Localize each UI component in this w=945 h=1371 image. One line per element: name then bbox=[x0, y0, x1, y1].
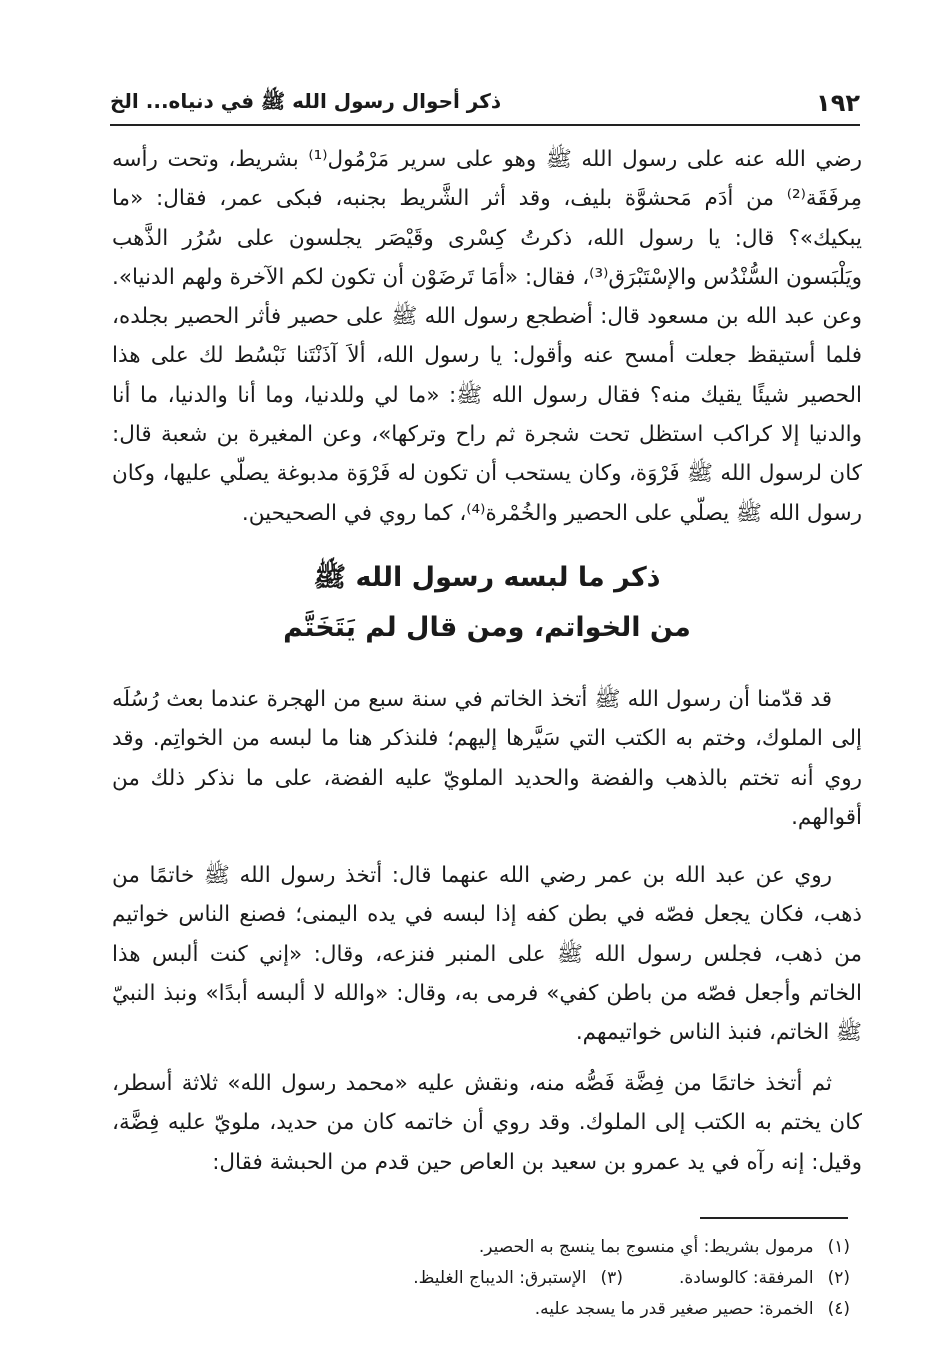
footnote-number: (٤) bbox=[827, 1299, 850, 1319]
footnote-text: مرمول بشريط: أي منسوج بما ينسج به الحصير. bbox=[478, 1237, 814, 1257]
footnote-line bbox=[112, 1294, 850, 1325]
footnote-line bbox=[112, 1232, 850, 1263]
footnote-3 bbox=[413, 1263, 623, 1294]
footnote-1 bbox=[479, 1232, 850, 1263]
footnote-text: المرفقة: كالوسادة. bbox=[678, 1268, 814, 1288]
paragraph-3: روي عن عبد الله بن عمر رضي الله عنهما قال: أتخذ رسول الله ﷺ خاتمًا من ذهب، فكان يجعل فصّه في بطن كفه إذا لبسه في يده اليمنى؛ فصنع الناس خواتيم من ذهب، فجلس رسول الله ﷺ على المنبر فنزعه، وقال: «إني كنت ألبس هذا الخاتم وأجعل فصّه من باطن كفي» فرمى به، وقال: «والله لا ألبسه أبدًا» ونبذ النبيّ ﷺ الخاتم، فنبذ الناس خواتيمهم. bbox=[112, 863, 862, 1046]
footnote-line bbox=[112, 1263, 850, 1294]
footnote-separator bbox=[700, 1217, 848, 1219]
page-header bbox=[110, 82, 860, 126]
footnote-number: (٢) bbox=[827, 1268, 850, 1288]
footnote-text: الإستبرق: الديباج الغليظ. bbox=[413, 1268, 587, 1288]
footnote-2 bbox=[679, 1263, 850, 1294]
footnote-number: (٣) bbox=[600, 1268, 623, 1288]
page-number: ١٩٢ bbox=[816, 89, 860, 117]
paragraph-4: ثم أتخذ خاتمًا من فِضَّة فَصُّه منه، ونقش عليه «محمد رسول الله» ثلاثة أسطر، كان يختم به الكتب إلى الملوك. وقد روي أن خاتمه كان من حديد، ملويّ عليه فِضَّة، وقيل: إنه رآه في يد عمرو بن سعيد بن العاص حين قدم من الحبشة فقال: bbox=[112, 1071, 862, 1175]
footnotes bbox=[112, 1232, 850, 1325]
section-heading-line1: ذكر ما لبسه رسول الله ﷺ bbox=[313, 562, 661, 593]
paragraph-2: قد قدّمنا أن رسول الله ﷺ أتخذ الخاتم في سنة سبع من الهجرة عندما بعث رُسُلَه إلى الملوك، وختم به الكتب التي سَيَّرها إليهم؛ فلنذكر هنا ما لبسه من الخواتِم. وقد روي أنه تختم بالذهب والفضة والحديد الملويّ عليه الفضة، على ما نذكر ذلك من أقوالهم. bbox=[112, 687, 862, 830]
running-title: ذكر أحوال رسول الله ﷺ في دنياه... الخ bbox=[110, 88, 502, 113]
footnote-text: الخمرة: حصير صغير قدر ما يسجد عليه. bbox=[534, 1299, 814, 1319]
footnote-4 bbox=[535, 1294, 850, 1325]
section-heading-line2: من الخواتم، ومن قال لم يَتَخَتَّم bbox=[283, 612, 691, 643]
footnote-number: (١) bbox=[827, 1237, 850, 1257]
paragraph-1: رضي الله عنه على رسول الله ﷺ وهو على سرير مَرْمُول⁽¹⁾ بشريط، وتحت رأسه مِرفَقَة⁽²⁾ من أدَم مَحشوَّة بليف، وقد أثر الشَّريط بجنبه، فبكى عمر، فقال: «ما يبكيك»؟ قال: يا رسول الله، ذكرتُ كِسْرى وقَيْصَر يجلسون على سُرُر الذَّهب ويَلْبَسون السُّنْدُس والإسْتَبْرَق⁽³⁾، فقال: «أمَا تَرضَوْن أن تكون لكم الآخرة ولهم الدنيا». وعن عبد الله بن مسعود قال: أضطجع رسول الله ﷺ على حصير فأثر الحصير بجلده، فلما أستيقظ جعلت أمسح عنه وأقول: يا رسول الله، ألاَ آذَنْتَنا نَبْسُط لك على هذا الحصير شيئًا يقيك منه؟ فقال رسول الله ﷺ: «ما لي وللدنيا، وما أنا والدنيا، ما أنا والدنيا إلا كراكب استظل تحت شجرة ثم راح وتركها»، وعن المغيرة بن شعبة قال: كان لرسول الله ﷺ فَرْوَة، وكان يستحب أن تكون له فَرْوَة مدبوغة يصلّي عليها، وكان رسول الله ﷺ يصلّي على الحصير والخُمْرة⁽⁴⁾، كما روي في الصحيحين. bbox=[112, 147, 862, 526]
